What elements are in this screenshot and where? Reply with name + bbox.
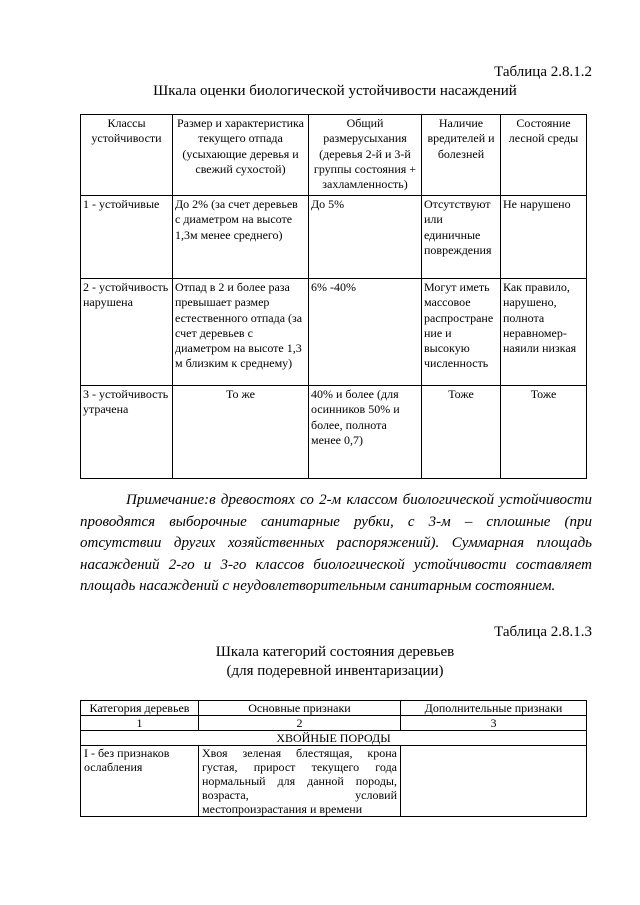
table-cell: Хвоя зеленая блестящая, крона густая, прирост текущего года нормальный для данной породы, возраста, условий местопроизрастания и времени (199, 746, 401, 817)
table-cell: До 5% (309, 196, 422, 279)
table-cell: Как правило, нарушено, полнота неравномер-наяили низкая (501, 279, 587, 386)
table2-title: Шкала категорий состояния деревьев (215, 644, 455, 660)
note-paragraph: Примечание:в древостоях со 2-м классом биологической устойчивости проводятся выборочные санитарные рубки, с 3-м – сплошные (при отсутствии других хозяйственных распоряжений). Суммарная площадь насаждений 2-го и 3-го классов биологической устойчивости составляет площадь насаждений с неудовлетворительным санитарным состоянием. (80, 492, 592, 595)
header-cell: Категория деревьев (81, 701, 199, 716)
table-row (81, 196, 587, 279)
table-cell: Могут иметь массовое распростране ние и высокую численность (422, 279, 501, 386)
header-cell: Основные признаки (199, 701, 401, 716)
table-cell: I - без признаков ослабления (81, 746, 199, 817)
table-cell: Отпад в 2 и более раза превышает размер естественного отпада (за счет деревьев с диаметром на высоте 1,3 м близким к среднему) (173, 279, 309, 386)
table-cell: 1 - устойчивые (81, 196, 173, 279)
group-row (81, 731, 587, 746)
header-cell: Размер и характеристика текущего отпада (усыхающие деревья и свежий сухостой) (173, 115, 309, 196)
column-number: 1 (81, 716, 199, 731)
header-cell: Дополнительные признаки (401, 701, 587, 716)
table-cell: 3 - устойчивость утрачена (81, 386, 173, 479)
table-row (81, 279, 587, 386)
table-header-row (81, 115, 587, 196)
header-cell: Наличие вредителей и болезней (422, 115, 501, 196)
table2-subtitle: (для подеревной инвентаризации) (226, 663, 444, 679)
table-row (81, 386, 587, 479)
header-cell: Общий размерусыхания (деревья 2-й и 3-й группы состояния + захламленность) (309, 115, 422, 196)
table2-caption: Таблица 2.8.1.3 (494, 624, 592, 640)
table-cell: До 2% (за счет деревьев с диаметром на высоте 1,3м менее среднего) (173, 196, 309, 279)
tree-condition-table (80, 700, 587, 817)
column-number-row (81, 716, 587, 731)
table-cell: 6% -40% (309, 279, 422, 386)
table-cell (401, 746, 587, 817)
column-number: 2 (199, 716, 401, 731)
table-cell: Тоже (422, 386, 501, 479)
stability-scale-table (80, 114, 587, 479)
table-cell: То же (173, 386, 309, 479)
table-cell: Отсутствуют или единичные повреждения (422, 196, 501, 279)
header-cell: Состояние лесной среды (501, 115, 587, 196)
table-cell: Тоже (501, 386, 587, 479)
table1-title: Шкала оценки биологической устойчивости насаждений (153, 83, 517, 99)
group-heading: ХВОЙНЫЕ ПОРОДЫ (81, 731, 587, 746)
table1-caption: Таблица 2.8.1.2 (494, 64, 592, 80)
header-cell: Классы устойчивости (81, 115, 173, 196)
table-cell: Не нарушено (501, 196, 587, 279)
table-row (81, 746, 587, 817)
table-header-row (81, 701, 587, 716)
column-number: 3 (401, 716, 587, 731)
table-cell: 2 - устойчивость нарушена (81, 279, 173, 386)
table-cell: 40% и более (для осинников 50% и более, полнота менее 0,7) (309, 386, 422, 479)
